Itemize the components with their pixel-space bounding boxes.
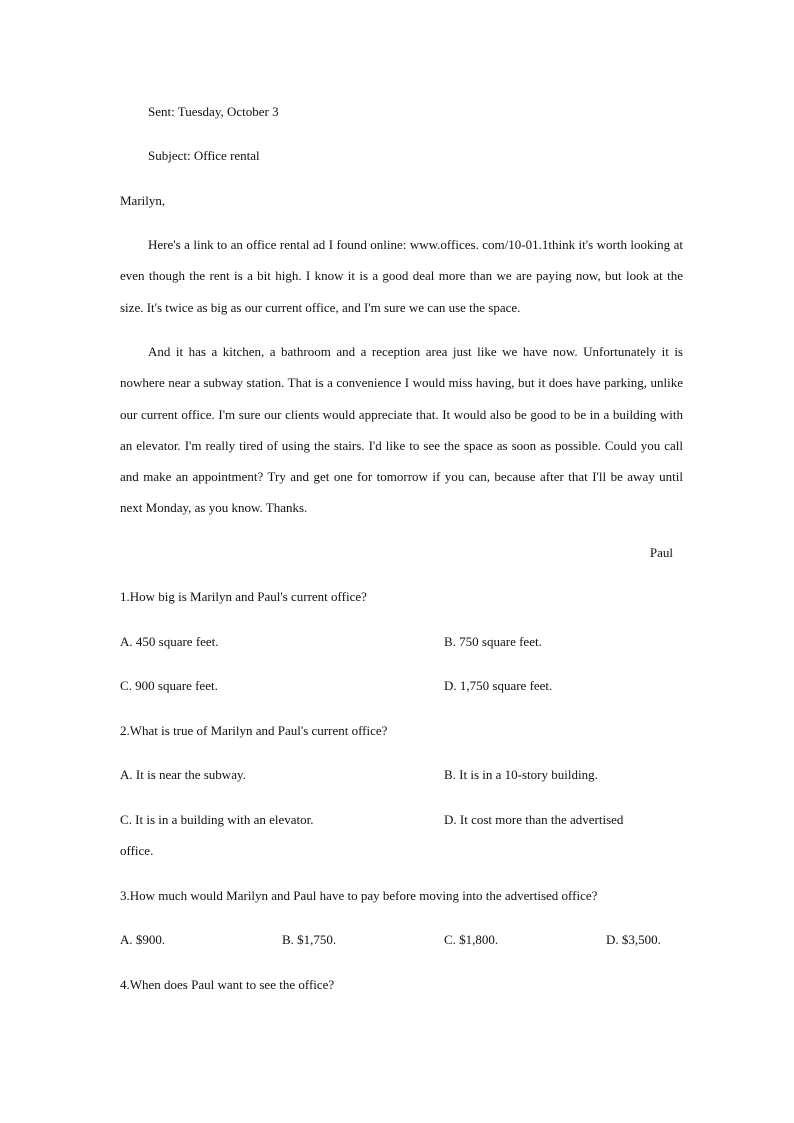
question-2-option-d[interactable]: D. It cost more than the advertised — [444, 812, 624, 827]
question-4-text: 4.When does Paul want to see the office? — [120, 977, 335, 992]
email-signature: Paul — [649, 545, 673, 560]
email-paragraph-1: Here's a link to an office rental ad I found online: www.offices. com/10-01.1think it's worth looking at even though the rent is a bit high. I know it is a good deal more than we are paying now, but look at the size. It's twice as big as our current office, and I'm sure we can use the space. — [120, 237, 683, 315]
question-1-option-d[interactable]: D. 1,750 square feet. — [444, 678, 553, 693]
question-2-option-b[interactable]: B. It is in a 10-story building. — [444, 767, 598, 782]
question-1-text: 1.How big is Marilyn and Paul's current office? — [120, 589, 367, 604]
question-1-option-c[interactable]: C. 900 square feet. — [120, 678, 218, 693]
email-subject-line: Subject: Office rental — [148, 148, 260, 163]
question-3-option-d[interactable]: D. $3,500. — [606, 932, 661, 947]
question-3-option-a[interactable]: A. $900. — [120, 932, 166, 947]
question-2-text: 2.What is true of Marilyn and Paul's current office? — [120, 723, 388, 738]
question-2-option-d-continued: office. — [120, 843, 154, 858]
question-2-option-a[interactable]: A. It is near the subway. — [120, 767, 246, 782]
question-3-option-c[interactable]: C. $1,800. — [444, 932, 499, 947]
question-1-option-b[interactable]: B. 750 square feet. — [444, 634, 542, 649]
email-greeting: Marilyn, — [120, 193, 166, 208]
question-2-option-c[interactable]: C. It is in a building with an elevator. — [120, 812, 314, 827]
email-sent-line: Sent: Tuesday, October 3 — [148, 104, 279, 119]
question-3-text: 3.How much would Marilyn and Paul have to pay before moving into the advertised office? — [120, 888, 598, 903]
question-3-option-b[interactable]: B. $1,750. — [282, 932, 337, 947]
email-paragraph-2: And it has a kitchen, a bathroom and a reception area just like we have now. Unfortunately it is nowhere near a subway station. That is a convenience I would miss having, but it does have parking, unlike our current office. I'm sure our clients would appreciate that. It would also be good to be in a building with an elevator. I'm really tired of using the stairs. I'd like to see the space as soon as possible. Could you call and make an appointment? Try and get one for tomorrow if you can, because after that I'll be away until next Monday, as you know. Thanks. — [120, 344, 683, 516]
question-1-option-a[interactable]: A. 450 square feet. — [120, 634, 219, 649]
